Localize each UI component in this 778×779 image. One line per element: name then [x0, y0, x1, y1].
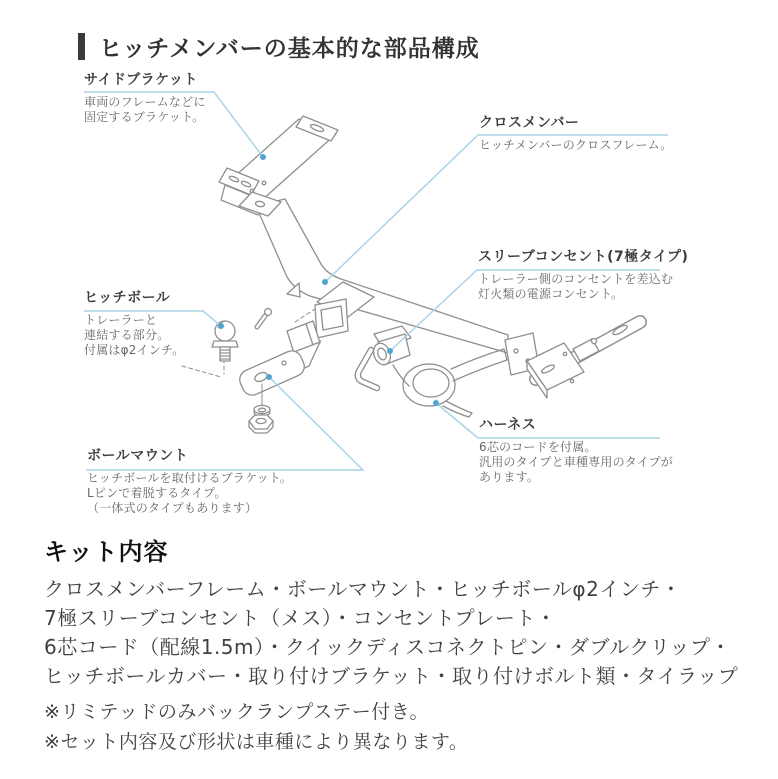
leader-dot — [260, 154, 266, 160]
sleeve-outlet-drawing — [371, 326, 411, 367]
callout-title: ボールマウント — [87, 448, 189, 464]
kit-line: ヒッチボールカバー・取り付けブラケット・取り付けボルト類・タイラップ — [44, 664, 739, 688]
kit-contents-section — [44, 532, 744, 691]
kit-line: 6芯コード（配線1.5m）・クイックディスコネクトピン・ダブルクリップ・ — [44, 635, 732, 659]
callout-line: ヒッチボールを取付けるブラケット。 — [87, 471, 293, 485]
quick-disconnect-pin-drawing — [257, 309, 272, 328]
leader-dot — [266, 374, 272, 380]
leader-dot — [433, 400, 439, 406]
kit-notes — [44, 697, 468, 757]
hitch-ball-drawing — [212, 321, 238, 361]
nut-drawing — [249, 415, 273, 433]
callout-cross-member — [479, 114, 672, 153]
callout-sleeve-outlet — [478, 248, 688, 302]
callout-line: トレーラーと — [84, 313, 158, 327]
callout-harness — [479, 416, 673, 485]
callout-title: ヒッチボール — [84, 290, 171, 306]
callout-hitch-ball — [84, 289, 185, 358]
leader-dot — [218, 323, 224, 329]
callout-line: あります。 — [479, 470, 540, 484]
callout-line: Lピンで着脱するタイプ。 — [87, 486, 227, 500]
callout-line: 固定するブラケット。 — [84, 110, 205, 124]
callout-line: ヒッチメンバーのクロスフレーム。 — [479, 138, 673, 152]
kit-contents-heading: キット内容 — [44, 538, 169, 566]
ball-mount-drawing — [237, 321, 320, 417]
kit-line: 7極スリーブコンセント（メス）・コンセントプレート・ — [44, 606, 557, 630]
callout-line: 連結する部分。 — [84, 328, 170, 342]
callout-title: サイドブラケット — [84, 72, 198, 88]
kit-note: ※セット内容及び形状は車種により異なります。 — [44, 731, 469, 753]
callout-title: ハーネス — [479, 417, 537, 433]
leader-dot — [322, 279, 328, 285]
kit-note: ※リミテッドのみバックランプステー付き。 — [44, 701, 430, 723]
harness-coil-drawing — [393, 349, 507, 417]
callout-ball-mount — [87, 447, 292, 516]
callout-line: 6芯のコードを付属。 — [479, 440, 597, 454]
callout-title: スリーブコンセント(7極タイプ) — [478, 249, 689, 265]
kit-line: クロスメンバーフレーム・ボールマウント・ヒッチボールφ2インチ・ — [44, 577, 682, 601]
leader-dot — [387, 348, 393, 354]
callout-line: 車両のフレームなどに — [84, 95, 206, 109]
callout-title: クロスメンバー — [479, 115, 580, 131]
callout-line: （一体式のタイプもあります） — [87, 501, 258, 515]
page-title: ヒッチメンバーの基本的な部品構成 — [99, 36, 480, 62]
callout-line: 汎用のタイプと車種専用のタイプが — [479, 455, 674, 469]
right-side-bracket-drawing — [527, 322, 640, 398]
callout-line: 付属はφ2インチ。 — [84, 343, 185, 357]
callout-line: 灯火類の電源コンセント。 — [478, 287, 624, 301]
callout-line: トレーラー側のコンセントを差込む — [478, 272, 674, 286]
callout-side-bracket — [84, 71, 206, 125]
